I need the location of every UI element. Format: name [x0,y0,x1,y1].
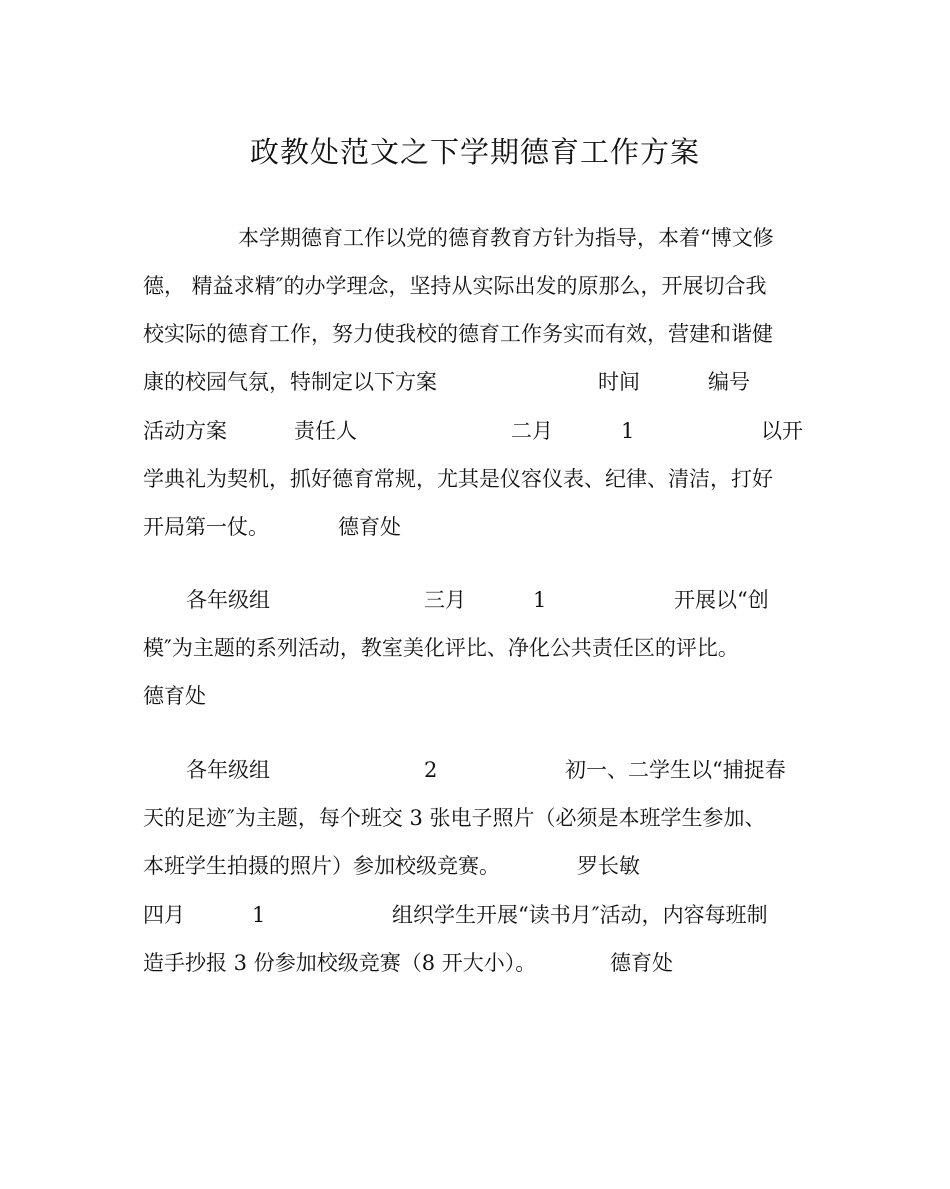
feb-owner: 德育处 [338,515,401,539]
mar1-group: 各年级组 [186,588,270,612]
mar2-number: 2 [424,758,438,782]
document-title: 政教处范文之下学期德育工作方案 [249,135,700,169]
mar2-plan-text: 本班学生拍摄的照片）参加校级竞赛。 [143,854,500,878]
apr-number: 1 [252,903,266,927]
feb-plan-text: 开局第一仗。 [143,515,269,539]
header-activity: 活动方案 [143,419,227,443]
intro-text: 德， 精益求精″的办学理念，坚持从实际出发的原那么，开展切合我 [143,274,767,298]
mar1-plan-text: 模″为主题的系列活动，教室美化评比、净化公共责任区的评比。 [143,636,739,660]
mar1-plan-text: 开展以“创 [674,588,769,612]
mar2-plan-text: 初一、二学生以“捕捉春 [565,758,786,782]
apr-plan-text: 组织学生开展“读书月″活动，内容每班制 [392,903,768,927]
header-owner: 责任人 [294,419,357,443]
apr-plan-text: 造手抄报 3 份参加校级竞赛（8 开大小）。 [143,951,537,975]
apr-month: 四月 [143,903,185,927]
feb-month: 二月 [511,419,553,443]
apr-owner: 德育处 [610,951,673,975]
intro-text: 本学期德育工作以党的德育教育方针为指导，本着“博文修 [238,226,774,250]
mar2-plan-text: 天的足迹″为主题，每个班交 3 张电子照片（必须是本班学生参加、 [143,806,766,830]
feb-number: 1 [621,419,635,443]
mar2-owner: 罗长敏 [577,854,640,878]
intro-text: 康的校园气氛，特制定以下方案 [143,370,437,394]
intro-text: 校实际的德育工作，努力使我校的德育工作务实而有效，营建和谐健 [143,322,773,346]
header-time: 时间 [598,370,640,394]
feb-plan-text: 以开 [761,419,803,443]
mar2-group: 各年级组 [186,758,270,782]
mar1-month: 三月 [424,588,466,612]
header-number: 编号 [708,370,750,394]
mar1-owner: 德育处 [143,684,206,708]
mar1-number: 1 [533,588,547,612]
feb-plan-text: 学典礼为契机，抓好德育常规，尤其是仪容仪表、纪律、清洁，打好 [143,467,773,491]
